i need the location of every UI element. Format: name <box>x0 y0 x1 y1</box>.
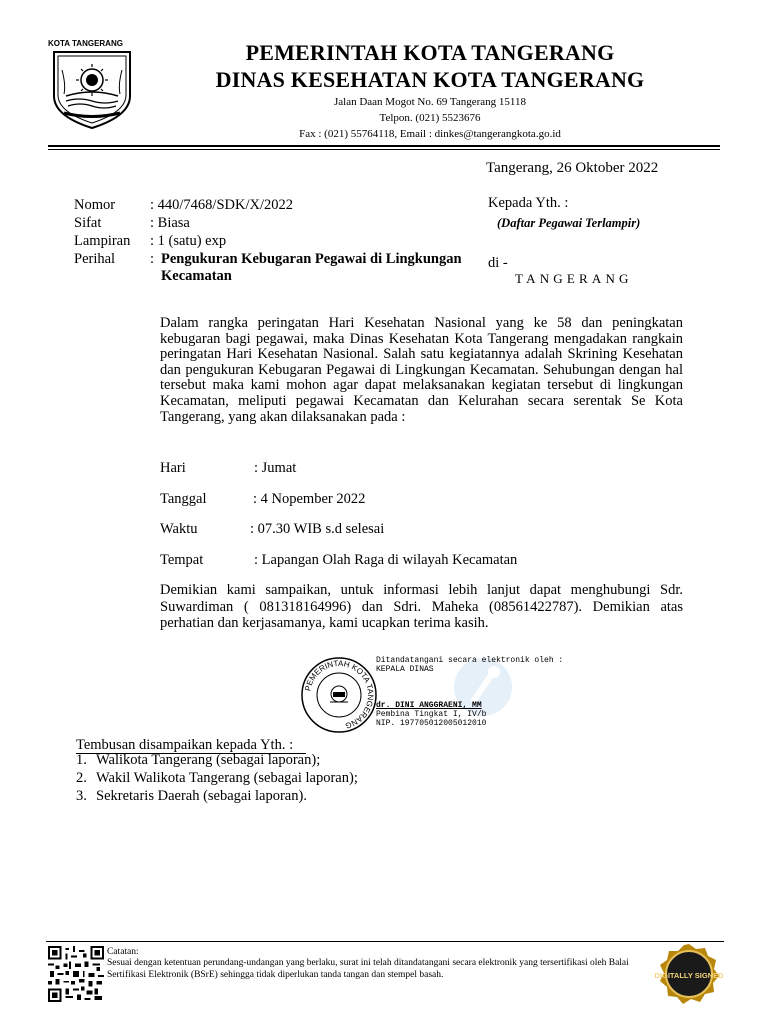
letter-date: Tangerang, 26 Oktober 2022 <box>486 160 659 176</box>
letterhead-rule-thin <box>48 149 720 150</box>
qr-code-icon <box>48 946 104 1002</box>
cc-heading: Tembusan disampaikan kepada Yth. : <box>76 737 294 753</box>
signer-rank: Pembina Tingkat I, IV/b <box>376 710 487 719</box>
sifat-value: : Biasa <box>150 215 190 231</box>
cc-item <box>76 788 307 805</box>
cc-item-text: Sekretaris Daerah (sebagai laporan). <box>96 788 307 804</box>
recipient-list-note: (Daftar Pegawai Terlampir) <box>497 216 641 230</box>
perihal-colon: : <box>150 251 155 267</box>
hari-value: : Jumat <box>254 460 297 476</box>
government-name: PEMERINTAH KOTA TANGERANG <box>245 40 615 65</box>
letterhead-rule-thick <box>48 145 720 147</box>
official-seal-icon <box>300 656 378 734</box>
tempat-label: Tempat <box>160 552 204 568</box>
footer-rule <box>46 941 724 942</box>
seal-text: PEMERINTAH KOTA TANGERANG <box>303 658 376 731</box>
cc-item <box>76 770 358 787</box>
tanggal-label: Tanggal <box>160 491 207 507</box>
signed-electronically-note: Ditandatangani secara elektronik oleh : <box>376 656 564 665</box>
body-intro-paragraph: Dalam rangka peringatan Hari Kesehatan Nasional yang ke 58 dan peningkatan kebugaran bagi pegawai, maka Dinas Kesehatan Kota Tangerang mengadakan rangkain peringatan Hari Kesehatan Nasional. Salah satu kegiatannya adalah Skrining Kesehatan dan pengukuran Kebugaran Pegawai di Lingkungan Kecamatan. Sehubungan dengan hal tersebut maka kami mohon agar dapat melaksanakan kegiatan tersebut di lingkungan Kecamatan, meliputi pegawai Kecamatan dan Kelurahan secara serentak Se Kota Tangerang, yang akan dilaksanakan pada : <box>160 315 683 425</box>
body-closing-paragraph: Demikian kami sampaikan, untuk informasi lebih lanjut dapat menghubungi Sdr. Suwardiman ( 081318164996) dan Sdri. Maheka (08561422787). Demikian atas perhatian dan kerjasamanya, kami ucapkan terima kasih. <box>160 582 683 631</box>
waktu-label: Waktu <box>160 521 198 537</box>
badge-text: DIGITALLY SIGNED <box>654 971 724 980</box>
office-phone: Telpon. (021) 5523676 <box>379 112 481 124</box>
cc-item-text: Wakil Walikota Tangerang (sebagai laporan); <box>96 770 358 786</box>
signer-name: dr. DINI ANGGRAENI, MM <box>376 701 482 710</box>
hari-label: Hari <box>160 460 186 476</box>
digitally-signed-badge-icon <box>654 943 724 1005</box>
cc-item-number: 3. <box>76 788 87 804</box>
lampiran-value: : 1 (satu) exp <box>150 233 227 249</box>
city-emblem-icon <box>48 50 136 130</box>
logo-label: KOTA TANGERANG <box>48 39 123 48</box>
footer-note-text: Sesuai dengan ketentuan perundang-undangan yang berlaku, surat ini telah ditandatangani secara elektronik yang tersertifikasi oleh Balai Sertifikasi Elektronik (BSrE) sehingga tidak diperlukan tanda tangan dan stempel basah. <box>107 958 629 980</box>
perihal-value: Pengukuran Kebugaran Pegawai di Lingkungan Kecamatan <box>161 251 462 284</box>
cc-item-number: 1. <box>76 752 87 768</box>
recipient-city: TANGERANG <box>515 271 633 286</box>
office-fax-email: Fax : (021) 55764118, Email : dinkes@tangerangkota.go.id <box>299 128 561 140</box>
cc-item-text: Walikota Tangerang (sebagai laporan); <box>96 752 321 768</box>
tanggal-value: : 4 Nopember 2022 <box>253 491 366 507</box>
footer-note-title: Catatan: <box>107 947 139 957</box>
perihal-label: Perihal <box>74 251 116 267</box>
nomor-value: : 440/7468/SDK/X/2022 <box>150 197 293 213</box>
signer-nip: NIP. 197705012005012010 <box>376 719 487 728</box>
nomor-label: Nomor <box>74 197 116 213</box>
cc-item <box>76 752 320 769</box>
department-name: DINAS KESEHATAN KOTA TANGERANG <box>215 67 645 92</box>
cc-item-number: 2. <box>76 770 87 786</box>
recipient-di: di - <box>488 255 508 271</box>
city-logo <box>48 38 136 130</box>
office-address: Jalan Daan Mogot No. 69 Tangerang 15118 <box>334 96 526 108</box>
waktu-value: : 07.30 WIB s.d selesai <box>250 521 385 537</box>
lampiran-label: Lampiran <box>74 233 131 249</box>
recipient-heading: Kepada Yth. : <box>488 195 569 211</box>
sifat-label: Sifat <box>74 215 102 231</box>
tempat-value: : Lapangan Olah Raga di wilayah Kecamatan <box>254 552 518 568</box>
signer-position: KEPALA DINAS <box>376 665 434 674</box>
